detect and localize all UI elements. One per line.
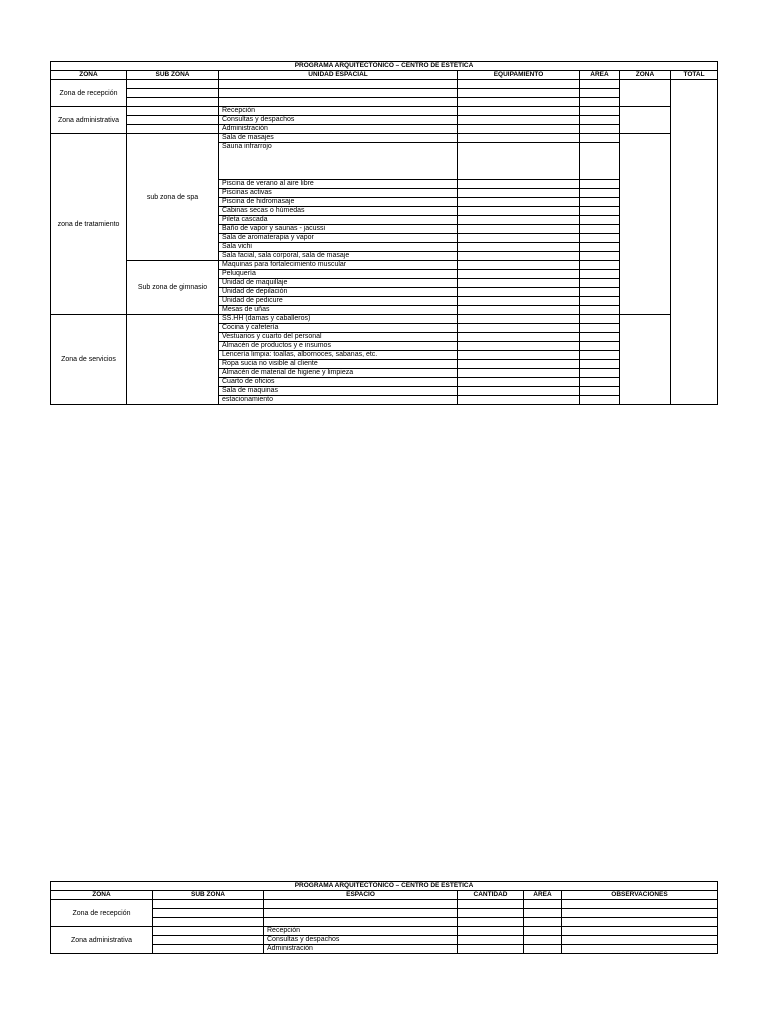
unit-label: Cabinas secas o húmedas bbox=[219, 207, 458, 216]
table-cell bbox=[580, 216, 620, 225]
zone-label: Zona de recepción bbox=[51, 900, 153, 927]
table-cell bbox=[458, 342, 580, 351]
total-cell bbox=[671, 80, 718, 405]
table-cell bbox=[580, 198, 620, 207]
table-cell bbox=[219, 89, 458, 98]
unit-label: Piscina de hidromasaje bbox=[219, 198, 458, 207]
table-cell bbox=[458, 116, 580, 125]
table-cell bbox=[264, 900, 458, 909]
program-table-2 bbox=[50, 881, 718, 954]
table-cell bbox=[580, 134, 620, 143]
table-cell bbox=[580, 243, 620, 252]
unit-label: Recepción bbox=[219, 107, 458, 116]
table-cell bbox=[580, 143, 620, 180]
table-cell bbox=[580, 351, 620, 360]
unit-label: Consultas y despachos bbox=[264, 936, 458, 945]
table-cell bbox=[458, 396, 580, 405]
unit-label: Almacén de productos y e insumos bbox=[219, 342, 458, 351]
table-cell bbox=[127, 107, 219, 116]
table-cell bbox=[580, 297, 620, 306]
table-cell bbox=[458, 333, 580, 342]
unit-label: Administración bbox=[219, 125, 458, 134]
table-cell bbox=[580, 369, 620, 378]
table-cell bbox=[562, 900, 718, 909]
table-row bbox=[51, 80, 718, 89]
table-cell bbox=[580, 234, 620, 243]
table-cell bbox=[458, 89, 580, 98]
table-cell bbox=[153, 936, 264, 945]
table-cell bbox=[458, 936, 524, 945]
unit-label: Vestuarios y cuarto del personal bbox=[219, 333, 458, 342]
unit-label: Peluquería bbox=[219, 270, 458, 279]
zone-label: Zona de servicios bbox=[51, 315, 127, 405]
table-cell bbox=[580, 261, 620, 270]
table-cell bbox=[264, 918, 458, 927]
table-cell bbox=[580, 80, 620, 89]
table-cell bbox=[458, 279, 580, 288]
table-cell bbox=[620, 315, 671, 405]
table-cell bbox=[580, 225, 620, 234]
column-header: ÁREA bbox=[580, 71, 620, 80]
table-cell bbox=[458, 243, 580, 252]
table-cell bbox=[458, 945, 524, 954]
table-cell bbox=[524, 936, 562, 945]
unit-label: Pileta cascada bbox=[219, 216, 458, 225]
table-cell bbox=[458, 369, 580, 378]
table-cell bbox=[458, 98, 580, 107]
table-cell bbox=[580, 207, 620, 216]
table-cell bbox=[580, 89, 620, 98]
unit-label: SS.HH (damas y caballeros) bbox=[219, 315, 458, 324]
unit-label: Lencería limpia: toallas, albornoces, sabanas, etc. bbox=[219, 351, 458, 360]
table-cell bbox=[580, 98, 620, 107]
table-cell bbox=[458, 261, 580, 270]
table-row bbox=[51, 891, 718, 900]
unit-label: Sauna infrarrojo bbox=[219, 143, 458, 180]
unit-label: Unidad de maquillaje bbox=[219, 279, 458, 288]
table-cell bbox=[153, 918, 264, 927]
table-row bbox=[51, 134, 718, 143]
subzone-label: sub zona de spa bbox=[127, 134, 219, 261]
table-cell bbox=[580, 306, 620, 315]
table-cell bbox=[580, 279, 620, 288]
table-cell bbox=[127, 315, 219, 405]
unit-label: Sala de aromaterapia y vapor bbox=[219, 234, 458, 243]
unit-label: Ropa sucia no visible al cliente bbox=[219, 360, 458, 369]
column-header: TOTAL bbox=[671, 71, 718, 80]
table-cell bbox=[458, 927, 524, 936]
unit-label: Sala de maquinas bbox=[219, 387, 458, 396]
table-cell bbox=[127, 89, 219, 98]
table-cell bbox=[127, 116, 219, 125]
column-header: EQUIPAMIENTO bbox=[458, 71, 580, 80]
table-cell bbox=[620, 134, 671, 315]
unit-label: estacionamiento bbox=[219, 396, 458, 405]
table-row bbox=[51, 900, 718, 909]
table-cell bbox=[153, 909, 264, 918]
unit-label: Almacén de material de higiene y limpieza bbox=[219, 369, 458, 378]
table-cell bbox=[524, 909, 562, 918]
unit-label: Unidad de pedicure bbox=[219, 297, 458, 306]
table-row bbox=[51, 882, 718, 891]
table-cell bbox=[580, 387, 620, 396]
column-header: OBSERVACIONES bbox=[562, 891, 718, 900]
table-cell bbox=[458, 134, 580, 143]
table-cell bbox=[580, 342, 620, 351]
table-cell bbox=[127, 125, 219, 134]
table-cell bbox=[458, 297, 580, 306]
table-cell bbox=[458, 315, 580, 324]
table-cell bbox=[580, 324, 620, 333]
table-row bbox=[51, 927, 718, 936]
table-cell bbox=[153, 900, 264, 909]
table-cell bbox=[458, 189, 580, 198]
table-cell bbox=[562, 936, 718, 945]
unit-label: Sala facial, sala corporal, sala de masaje bbox=[219, 252, 458, 261]
table-cell bbox=[458, 107, 580, 116]
unit-label: Sala vichi bbox=[219, 243, 458, 252]
table-cell bbox=[580, 333, 620, 342]
table-cell bbox=[580, 116, 620, 125]
unit-label: Sala de masajes bbox=[219, 134, 458, 143]
table-cell bbox=[458, 378, 580, 387]
table-cell bbox=[458, 288, 580, 297]
table-cell bbox=[153, 927, 264, 936]
table-row bbox=[51, 116, 718, 125]
table-cell bbox=[580, 315, 620, 324]
table-cell bbox=[458, 909, 524, 918]
column-header: UNIDAD ESPACIAL bbox=[219, 71, 458, 80]
unit-label: Recepción bbox=[264, 927, 458, 936]
program-table-1 bbox=[50, 61, 718, 405]
table-cell bbox=[264, 909, 458, 918]
table-cell bbox=[458, 207, 580, 216]
table-row bbox=[51, 261, 718, 270]
column-header: SUB ZONA bbox=[153, 891, 264, 900]
table-cell bbox=[458, 143, 580, 180]
unit-label: Piscinas activas bbox=[219, 189, 458, 198]
table-cell bbox=[458, 216, 580, 225]
table-row bbox=[51, 71, 718, 80]
table-cell bbox=[524, 918, 562, 927]
table-cell bbox=[562, 918, 718, 927]
table-cell bbox=[127, 98, 219, 107]
table-cell bbox=[458, 234, 580, 243]
table-row bbox=[51, 62, 718, 71]
table-cell bbox=[458, 387, 580, 396]
table-cell bbox=[580, 396, 620, 405]
table-cell bbox=[458, 252, 580, 261]
table-cell bbox=[580, 125, 620, 134]
table-cell bbox=[458, 900, 524, 909]
table-cell bbox=[580, 180, 620, 189]
column-header: SUB ZONA bbox=[127, 71, 219, 80]
table-cell bbox=[524, 927, 562, 936]
zone-label: zona de tratamiento bbox=[51, 134, 127, 315]
zone-label: Zona administrativa bbox=[51, 927, 153, 954]
table-cell bbox=[458, 225, 580, 234]
table-cell bbox=[458, 918, 524, 927]
unit-label: Piscina de verano al aire libre bbox=[219, 180, 458, 189]
table-cell bbox=[580, 189, 620, 198]
table-cell bbox=[580, 107, 620, 116]
unit-label: Mesas de uñas bbox=[219, 306, 458, 315]
table-cell bbox=[458, 198, 580, 207]
table-cell bbox=[524, 900, 562, 909]
table-title: PROGRAMA ARQUITECTÓNICO – CENTRO DE ESTÉTICA bbox=[51, 882, 718, 891]
table-cell bbox=[620, 80, 671, 107]
column-header: ZONA bbox=[51, 891, 153, 900]
column-header: CANTIDAD bbox=[458, 891, 524, 900]
table-cell bbox=[458, 180, 580, 189]
column-header: ÁREA bbox=[524, 891, 562, 900]
table-cell bbox=[620, 107, 671, 134]
unit-label: Cuarto de oficios bbox=[219, 378, 458, 387]
table-cell bbox=[458, 351, 580, 360]
table-cell bbox=[458, 125, 580, 134]
table-cell bbox=[524, 945, 562, 954]
table-row bbox=[51, 315, 718, 324]
column-header: ZONA bbox=[620, 71, 671, 80]
unit-label: Maquinas para fortalecimiento muscular bbox=[219, 261, 458, 270]
table-cell bbox=[219, 80, 458, 89]
table-cell bbox=[562, 927, 718, 936]
zone-label: Zona administrativa bbox=[51, 107, 127, 134]
unit-label: Administración bbox=[264, 945, 458, 954]
table-cell bbox=[580, 252, 620, 261]
table-cell bbox=[127, 80, 219, 89]
table-cell bbox=[219, 98, 458, 107]
table-cell bbox=[580, 378, 620, 387]
column-header: ZONA bbox=[51, 71, 127, 80]
zone-label: Zona de recepción bbox=[51, 80, 127, 107]
table-cell bbox=[458, 270, 580, 279]
table-cell bbox=[580, 270, 620, 279]
unit-label: Cocina y cafetería bbox=[219, 324, 458, 333]
table-row bbox=[51, 98, 718, 107]
table-cell bbox=[562, 909, 718, 918]
table-cell bbox=[580, 360, 620, 369]
table-cell bbox=[458, 80, 580, 89]
table-row bbox=[51, 107, 718, 116]
table-cell bbox=[580, 288, 620, 297]
table-row bbox=[51, 89, 718, 98]
table-cell bbox=[458, 306, 580, 315]
unit-label: Consultas y despachos bbox=[219, 116, 458, 125]
unit-label: Baño de vapor y saunas - jacussi bbox=[219, 225, 458, 234]
column-header: ESPACIO bbox=[264, 891, 458, 900]
table-cell bbox=[153, 945, 264, 954]
table-cell bbox=[458, 324, 580, 333]
table-cell bbox=[458, 360, 580, 369]
subzone-label: Sub zona de gimnasio bbox=[127, 261, 219, 315]
table-row bbox=[51, 125, 718, 134]
table-title: PROGRAMA ARQUITECTÓNICO – CENTRO DE ESTÉTICA bbox=[51, 62, 718, 71]
unit-label: Unidad de depilación bbox=[219, 288, 458, 297]
table-cell bbox=[562, 945, 718, 954]
